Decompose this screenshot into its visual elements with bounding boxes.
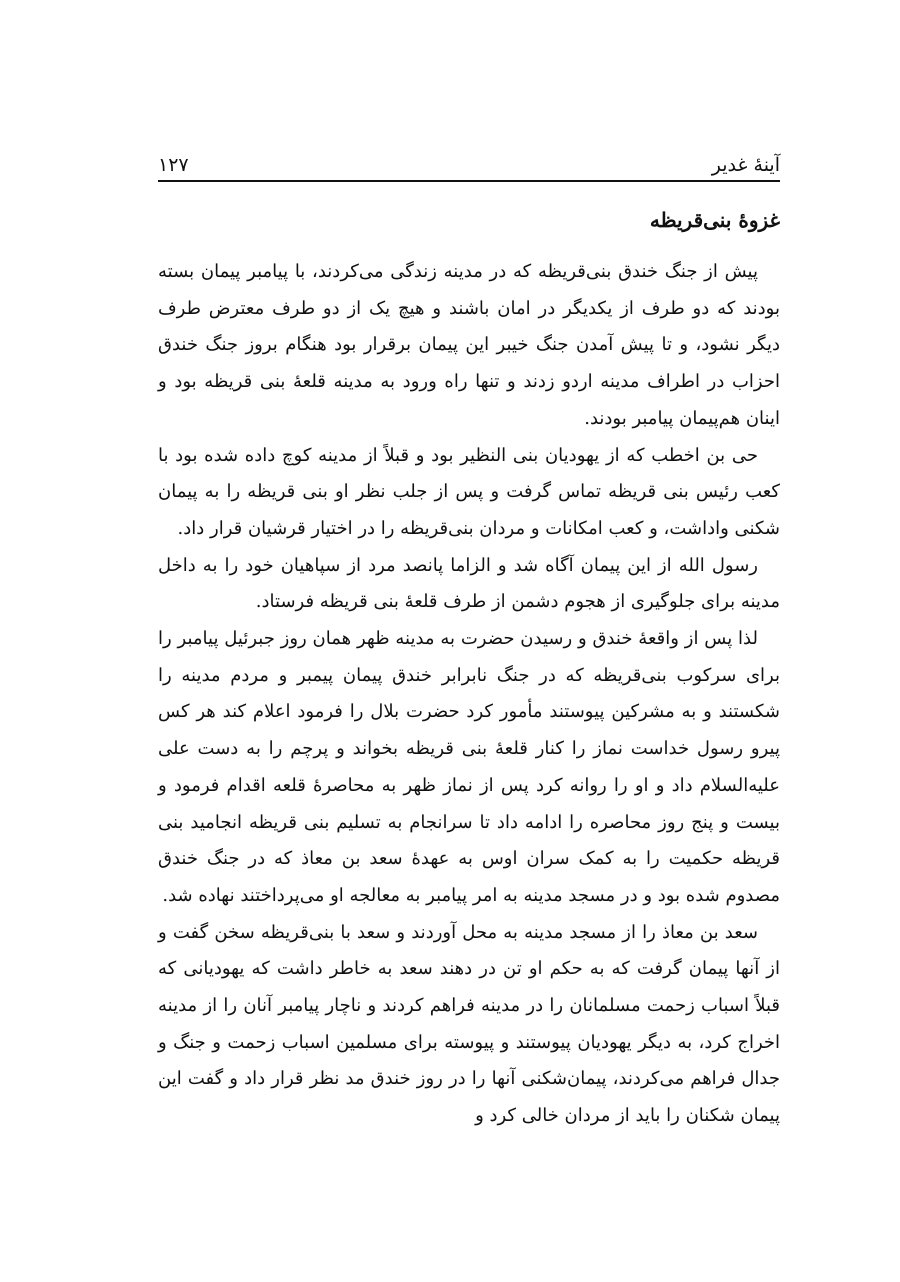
page-number: ۱۲۷: [158, 154, 189, 176]
paragraph-4: لذا پس از واقعهٔ خندق و رسيدن حضرت به مدينه ظهر همان روز جبرئيل پيامبر را برای سركوب بنی‌قريظه كه در جنگ نابرابر خندق پيمان پيمبر و مردم مدينه را شكستند و به مشركين پيوستند مأمور كرد حضرت بلال را فرمود اعلام كند هر كس پيرو رسول خداست نماز را كنار قلعهٔ بنی قريظه بخواند و پرچم را به دست علی عليه‌السلام داد و او را روانه كرد پس از نماز ظهر به محاصرهٔ قلعه اقدام فرمود و بيست و پنج روز محاصره را ادامه داد تا سرانجام به تسليم بنی قريظه انجاميد بنی قريظه حكميت را به كمک سران اوس به عهدهٔ سعد بن معاذ كه در جنگ خندق مصدوم شده بود و در مسجد مدينه به امر پيامبر به معالجه او می‌پرداختند نهاده شد.: [158, 628, 781, 906]
body-text: [158, 254, 780, 1135]
paragraph-2: حی بن اخطب كه از يهوديان بنی النظير بود و قبلاً از مدينه كوچ داده شده بود با كعب رئيس بنی قريظه تماس گرفت و پس از جلب نظر او بنی قريظه را به پيمان شكنی واداشت، و كعب امكانات و مردان بنی‌قريظه را در اختيار قرشيان قرار داد.: [158, 444, 780, 539]
running-header-title: آينهٔ غدير: [711, 154, 780, 176]
paragraph-1: پيش از جنگ خندق بنی‌قريظه كه در مدينه زندگی می‌كردند، با پيامبر پيمان بسته بودند كه دو طرف از يكديگر در امان باشند و هيچ يک از دو طرف معترض طرف ديگر نشود، و تا پيش آمدن جنگ خيبر اين پيمان برقرار بود هنگام بروز جنگ خندق احزاب در اطراف مدينه اردو زدند و تنها راه ورود به مدينه قلعهٔ بنی قريظه بود و اينان هم‌پيمان پيامبر بودند.: [158, 261, 780, 429]
running-header: [158, 146, 780, 182]
paragraph-5: سعد بن معاذ را از مسجد مدينه به محل آوردند و سعد با بنی‌قريظه سخن گفت و از آنها پيمان گرفت كه به حكم او تن در دهند سعد به خاطر داشت كه يهوديانی كه قبلاً اسباب زحمت مسلمانان را در مدينه فراهم كردند و ناچار پيامبر آنان را از مدينه اخراج كرد، به ديگر يهوديان پيوستند و پيوسته برای مسلمين اسباب زحمت و جنگ و جدال فراهم می‌كردند، پيمان‌شكنی آنها را در روز خندق مد نظر قرار داد و گفت اين پيمان شكنان را بايد از مردان خالی كرد و: [158, 921, 780, 1127]
paragraph-3: رسول الله از اين پيمان آگاه شد و الزاما پانصد مرد از سپاهيان خود را به داخل مدينه برای جلوگيری از هجوم دشمن از طرف قلعهٔ بنی قريظه فرستاد.: [158, 554, 780, 613]
section-title: غزوهٔ بنی‌قريظه: [649, 208, 780, 232]
